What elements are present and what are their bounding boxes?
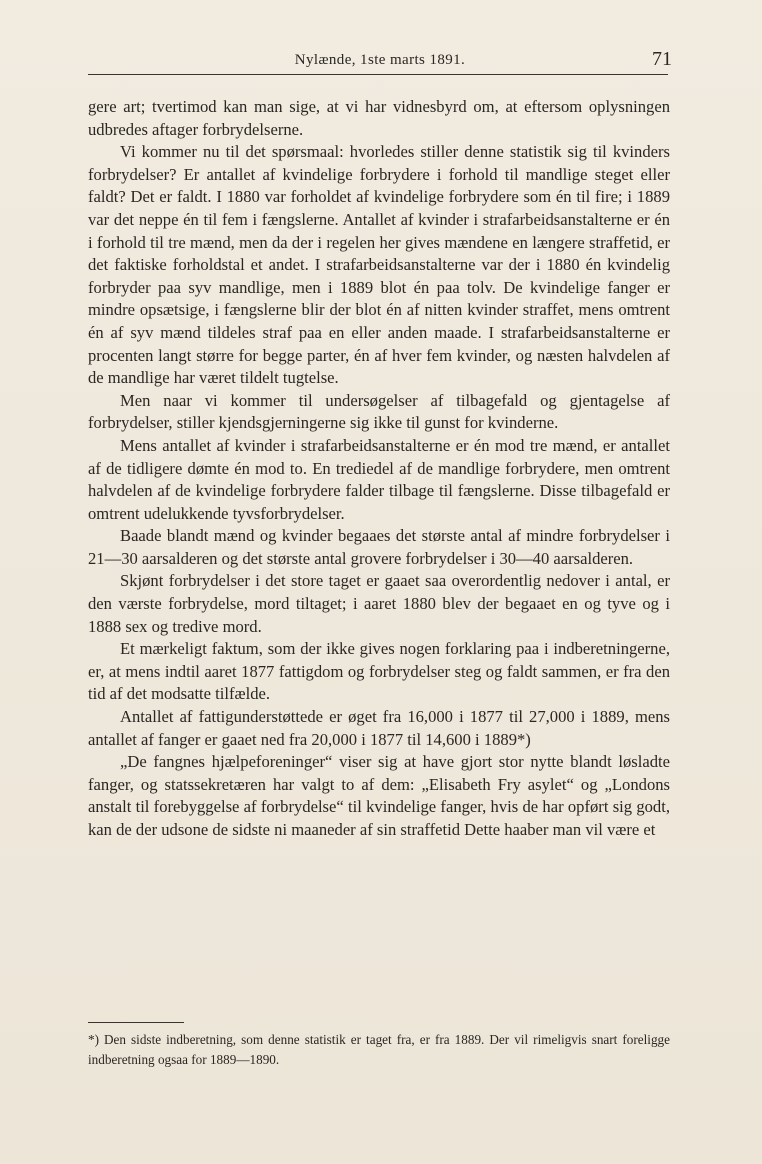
paragraph: Antallet af fattigunderstøttede er øget fra 16,000 i 1877 til 27,000 i 1889, mens antallet af fanger er gaaet ned fra 20,000 i 1877 til 14,600 i 1889*): [88, 707, 670, 749]
footnote-rule: [88, 1022, 184, 1023]
header-rule: [88, 74, 668, 75]
paragraph: Baade blandt mænd og kvinder begaaes det største antal af mindre forbrydelser i 21—30 aarsalderen og det største antal grovere forbrydelser i 30—40 aarsalderen.: [88, 526, 670, 568]
paragraph: „De fangnes hjælpeforeninger“ viser sig at have gjort stor nytte blandt løsladte fanger, og statssekretæren har valgt to af dem: „Elisabeth Fry asylet“ og „Londons anstalt til forebyggelse af forbrydelse“ til kvindelige fanger, hvis de har opført sig godt, kan de der udsone de sidste ni maaneder af sin straffetid Dette haaber man vil være et: [88, 752, 670, 839]
paragraph: Mens antallet af kvinder i strafarbeidsanstalterne er én mod tre mænd, er antallet af de tidligere dømte én mod to. En trediedel af de mandlige forbrydere, men omtrent halvdelen af de kvindelige forbrydere falder tilbage til fængslerne. Disse tilbagefald er omtrent udelukkende tyvsforbrydelser.: [88, 435, 670, 523]
paragraph: Vi kommer nu til det spørsmaal: hvorledes stiller denne statistik sig til kvinders forbrydelser? Er antallet af kvindelige forbrydere i forhold til mandlige steget eller faldt? Det er faldt. I 1880 var forholdet af kvindelige forbrydere som én til fire; i 1889 var det neppe én til fem i fængslerne. Antallet af kvinder i strafarbeidsanstalterne er én i forhold til tre mænd, men da der i regelen her gives mændene en længere straffetid, er det faktiske forholdstal et andet. I strafarbeidsanstalterne var der i 1880 én kvindelig forbryder paa syv mandlige, men i 1889 blot én paa tolv. De kvindelige fanger er mindre opsætsige, i fængslerne blir der blot én af nitten kvinder straffet, mens omtrent én af syv mænd tildeles straf paa en eller anden maade. I strafarbeidsanstalterne er procenten langt større for begge parter, én af hver fem kvinder, og næsten halvdelen af de mandlige har været tildelt tugtelse.: [88, 142, 670, 388]
paragraph: gere art; tvertimod kan man sige, at vi har vidnesbyrd om, at eftersom oplysningen udbredes aftager forbrydelserne.: [88, 97, 670, 139]
paragraph: Skjønt forbrydelser i det store taget er gaaet saa overordentlig nedover i antal, er den værste forbrydelse, mord tiltaget; i aaret 1880 blev der begaaet en og tyve og i 1888 sex og tredive mord.: [88, 571, 670, 636]
paragraph: Et mærkeligt faktum, som der ikke gives nogen forklaring paa i indberetningerne, er, at mens indtil aaret 1877 fattigdom og forbrydelser steg og faldt sammen, er fra den tid af det modsatte tilfælde.: [88, 639, 670, 704]
page-number: 71: [652, 48, 672, 70]
body-text: [88, 96, 670, 842]
paragraph: Men naar vi kommer til undersøgelser af tilbagefald og gjentagelse af forbrydelser, stiller kjendsgjerningerne sig ikke til gunst for kvinderne.: [88, 390, 670, 433]
page-header: [88, 48, 672, 76]
footnote: *) Den sidste indberetning, som denne statistik er taget fra, er fra 1889. Der vil rimeligvis snart foreligge indberetning ogsaa for 1889—1890.: [88, 1032, 670, 1067]
running-head: Nylænde, 1ste marts 1891.: [294, 52, 466, 68]
